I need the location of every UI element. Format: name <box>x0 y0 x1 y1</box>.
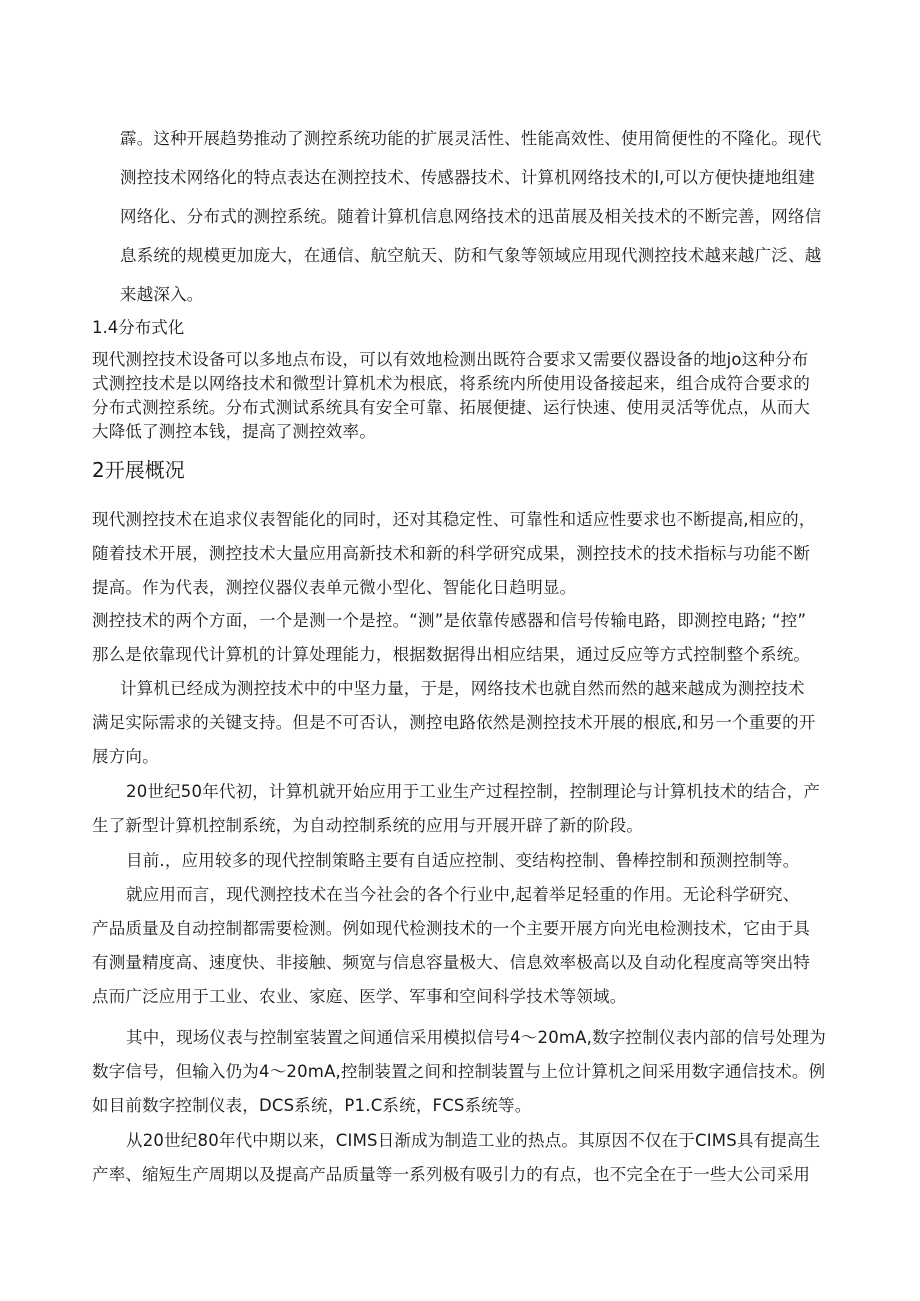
paragraph-10-line-2: 产率、缩短生产周期以及提高产品质量等一系列极有吸引力的有点，也不完全在于一些大公司采用 <box>92 1165 811 1184</box>
paragraph-7-line-1: 目前.，应用较多的现代控制策略主要有自适应控制、变结构控制、鲁棒控制和预测控制等。 <box>126 851 800 870</box>
paragraph-1-line-3: 网络化、分布式的测控系统。随着计算机信息网络技术的迅苗展及相关技术的不断完善，网络信 <box>120 207 822 226</box>
paragraph-3-line-2: 随着技术开展，测控技术大量应用高新技术和新的科学研究成果，测控技术的技术指标与功能不断 <box>92 544 811 563</box>
paragraph-8-line-4: 点而广泛应用于工业、农业、家庭、医学、军事和空间科学技术等领域。 <box>92 987 627 1006</box>
paragraph-2-line-2: 式测控技术是以网络技术和微型计算机术为根底，将系统内所使用设备接起来，组合成符合要求的 <box>92 374 811 393</box>
paragraph-1-line-2: 测控技术网络化的特点表达在测控技术、传感器技术、计算机网络技术的l,可以方便快捷地组建 <box>120 168 815 187</box>
paragraph-6-line-1: 20世纪50年代初，计算机就开始应用于工业生产过程控制，控制理论与计算机技术的结合，产 <box>126 782 821 801</box>
paragraph-8-line-2: 产品质量及自动控制都需要检测。例如现代检测技术的一个主要开展方向光电检测技术，它由于具 <box>92 919 811 938</box>
paragraph-2-line-1: 现代测控技术设备可以多地点布设，可以有效地检测出既符合要求又需要仪器设备的地jo这种分布 <box>92 350 809 369</box>
paragraph-1-line-5: 来越深入。 <box>120 285 204 304</box>
paragraph-6-line-2: 生了新型计算机控制系统，为自动控制系统的应用与开展开辟了新的阶段。 <box>92 816 644 835</box>
paragraph-9-line-3: 如目前数字控制仪表，DCS系统，P1.C系统，FCS系统等。 <box>92 1096 532 1115</box>
paragraph-8-line-1: 就应用而言，现代测控技术在当今社会的各个行业中,起着举足轻重的作用。无论科学研究、 <box>126 885 800 904</box>
paragraph-9-line-2: 数字信号，但输入仍为4〜20mA,控制装置之间和控制装置与上位计算机之间采用数字通信技术。例 <box>92 1062 826 1081</box>
paragraph-4-line-1: 测控技术的两个方面，一个是测一个是控。“测”是依靠传感器和信号传输电路，即测控电路; “控” <box>92 611 807 630</box>
section-heading-2: 2开展概况 <box>92 458 185 482</box>
paragraph-5-line-3: 展方向。 <box>92 747 159 766</box>
paragraph-3-line-1: 现代测控技术在追求仪表智能化的同时，还对其稳定性、可靠性和适应性要求也不断提高,相应的， <box>92 510 816 529</box>
paragraph-4-line-2: 那么是依靠现代计算机的计算处理能力，根据数据得出相应结果，通过反应等方式控制整个系统。 <box>92 645 811 664</box>
paragraph-1-line-1: 霹。这种开展趋势推动了测控系统功能的扩展灵活性、性能高效性、使用简便性的不隆化。现代 <box>120 129 822 148</box>
paragraph-10-line-1: 从20世纪80年代中期以来，CIMS日渐成为制造工业的热点。其原因不仅在于CIMS具有提高生 <box>126 1131 821 1150</box>
paragraph-3-line-3: 提高。作为代表，测控仪器仪表单元微小型化、智能化日趋明显。 <box>92 578 577 597</box>
paragraph-2-line-4: 大降低了测控本钱，提高了测控效率。 <box>92 422 376 441</box>
paragraph-2-line-3: 分布式测控系统。分布式测试系统具有安全可靠、拓展便捷、运行快速、使用灵活等优点，从而大 <box>92 398 811 417</box>
paragraph-5-line-1: 计算机已经成为测控技术中的中坚力量，于是，网络技术也就自然而然的越来越成为测控技术 <box>120 679 805 698</box>
paragraph-1-line-4: 息系统的规模更加庞大，在通信、航空航天、防和气象等领域应用现代测控技术越来越广泛、越 <box>120 246 822 265</box>
section-heading-1-4: 1.4分布式化 <box>92 318 185 337</box>
paragraph-9-line-1: 其中，现场仪表与控制室装置之间通信采用模拟信号4〜20mA,数字控制仪表内部的信号处理为 <box>126 1028 826 1047</box>
paragraph-5-line-2: 满足实际需求的关键支持。但是不可否认，测控电路依然是测控技术开展的根底,和另一个重要的开 <box>92 713 816 732</box>
paragraph-8-line-3: 有测量精度高、速度快、非接触、频宽与信息容量极大、信息效率极高以及自动化程度高等突出特 <box>92 953 811 972</box>
